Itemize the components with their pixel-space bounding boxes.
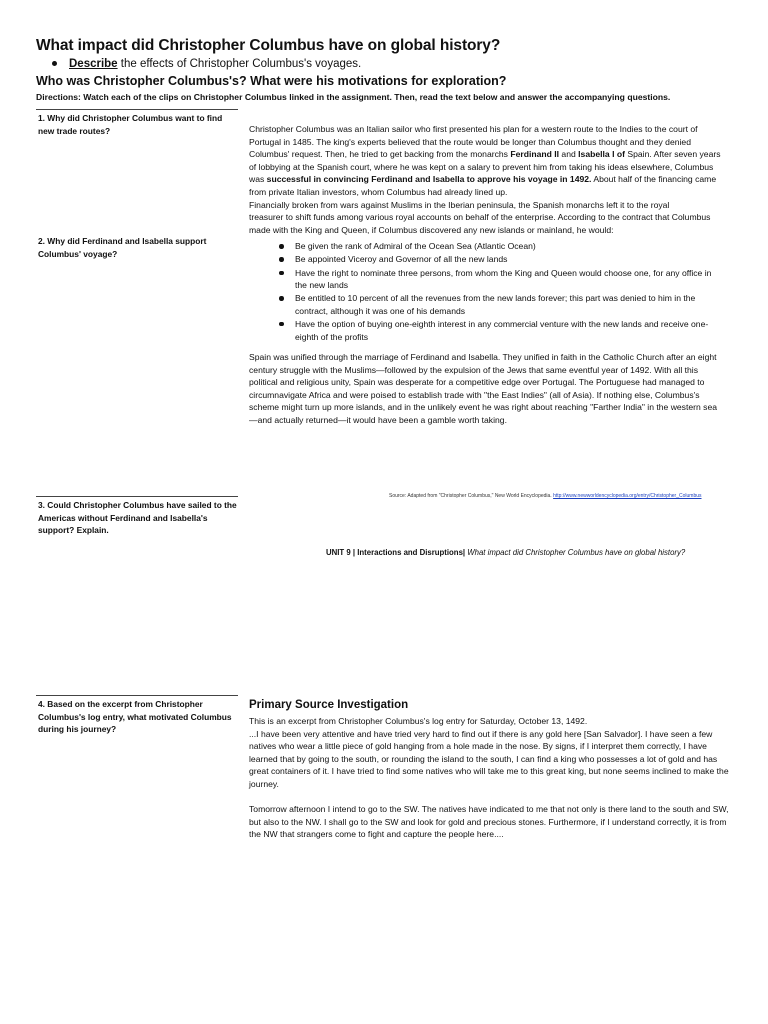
bullet-dot	[279, 322, 284, 327]
unit-footer	[326, 548, 685, 557]
bullet-dot	[52, 61, 57, 66]
section-subtitle: Who was Christopher Columbus's? What were his motivations for exploration?	[36, 74, 507, 88]
unit-question: What impact did Christopher Columbus have on global history?	[465, 548, 686, 557]
question-1: 1. Why did Christopher Columbus want to find new trade routes?	[38, 113, 223, 136]
list-item: Have the right to nominate three persons, from whom the King and Queen would choose one, for any office in the new lands	[295, 267, 724, 292]
source-link[interactable]: http://www.newworldencyclopedia.org/entry/Christopher_Columbus	[553, 493, 702, 499]
primary-source-heading: Primary Source Investigation	[249, 699, 409, 711]
bullet-dot	[279, 257, 284, 262]
primary-source-intro: This is an excerpt from Christopher Columbus's log entry for Saturday, October 13, 1492.	[249, 716, 588, 726]
primary-source-text	[249, 715, 729, 841]
question-divider	[36, 496, 238, 497]
question-divider	[36, 109, 238, 110]
reading-paragraph-1: Christopher Columbus was an Italian sailor who first presented his plan for a western route to the Indies to the court of Portugal in 1485. The king's experts believed that the route would be longer than Columbus thought and they denied Columbus' request. Then, he tried to get backing from the monarchs Ferdinand II and Isabella I of Spain. After seven years of lobbying at the Spanish court, where he was kept on a salary to prevent him from taking his ideas elsewhere, Columbus was successful in convincing Ferdinand and Isabella to approve his voyage in 1492. About half of the financing came from private Italian investors, whom Columbus had already lined up.	[249, 124, 721, 197]
question-2: 2. Why did Ferdinand and Isabella support Columbus' voyage?	[38, 236, 207, 259]
list-item: Have the option of buying one-eighth interest in any commercial venture with the new lands and receive one-eighth of the profits	[295, 318, 724, 343]
question-3: 3. Could Christopher Columbus have sailed to the Americas without Ferdinand and Isabella's support? Explain.	[38, 500, 237, 535]
reading-paragraph-2: Financially broken from wars against Muslims in the Iberian peninsula, the Spanish monarchs left it to the royal	[249, 199, 670, 210]
bullet-dot	[279, 271, 284, 276]
log-paragraph-2: Tomorrow afternoon I intend to go to the SW. The natives have indicated to me that not only is there land to the south and SW, but also to the NW. I shall go to the SW and look for gold and precious stones. Furthermore, if I understand correctly, it is from the NW that strangers come to fight and capture the people here....	[249, 804, 729, 840]
unit-label: UNIT 9 | Interactions and Disruptions|	[326, 548, 466, 557]
page-title: What impact did Christopher Columbus have on global history?	[36, 37, 501, 54]
list-item: Be appointed Viceroy and Governor of all the new lands	[295, 253, 724, 266]
paragraph-spacer	[249, 791, 729, 804]
list-item: Be entitled to 10 percent of all the revenues from the new lands forever; this part was denied to him in the contract, although it was one of his demands	[295, 292, 724, 317]
reading-paragraph-3: treasurer to shift funds among various royal accounts on behalf of the enterprise. According to the contract that Columbus made with the King and Queen, if Columbus discovered any new islands or mainland, he would:	[249, 212, 711, 235]
bullet-dot	[279, 244, 284, 249]
objective-text: the effects of Christopher Columbus's voyages.	[117, 58, 362, 70]
question-divider	[36, 695, 238, 696]
objective-verb: Describe	[69, 58, 118, 70]
directions-text: Directions: Watch each of the clips on Christopher Columbus linked in the assignment. Then, read the text below and answer the accompanying questions.	[36, 92, 671, 102]
objective-bullet	[52, 58, 361, 70]
log-paragraph-1: ...I have been very attentive and have tried very hard to find out if there is any gold here [San Salvador]. I have seen a few natives who wear a little piece of gold hanging from a hole made in the nose. By signs, if I interpret them correctly, I have learned that by going to the south, or rounding the island to the south, I can find a king who possesses a lot of gold and has great containers of it. I have tried to find some natives who will take me to this great king, but none seems inclined to make the journey.	[249, 728, 729, 789]
bullet-dot	[279, 296, 284, 301]
source-citation: Source: Adapted from "Christopher Columbus," New World Encyclopedia. http://www.newworldencyclopedia.org/entry/Christopher_Columbus	[389, 493, 702, 499]
contract-list	[249, 240, 724, 343]
question-4: 4. Based on the excerpt from Christopher Columbus's log entry, what motivated Columbus during his journey?	[38, 699, 232, 734]
reading-paragraph-4: Spain was unified through the marriage of Ferdinand and Isabella. They unified in faith in the Catholic Church after an eight century struggle with the Muslims—followed by the expulsion of the Jews that same eventful year of 1492. With all this political and religious unity, Spain was desperate for a competitive edge over Portugal. The Portuguese had managed to circumnavigate Africa and were poised to establish trade with "the East Indies" (all of Asia). If nothing else, Columbus's scheme might turn up more islands, and in the unlikely event he was right about reaching "Farther India" in the western sea—and actually returned—it would have been a gamble worth taking.	[249, 352, 718, 426]
list-item: Be given the rank of Admiral of the Ocean Sea (Atlantic Ocean)	[295, 240, 724, 253]
reading-passage	[249, 123, 724, 427]
